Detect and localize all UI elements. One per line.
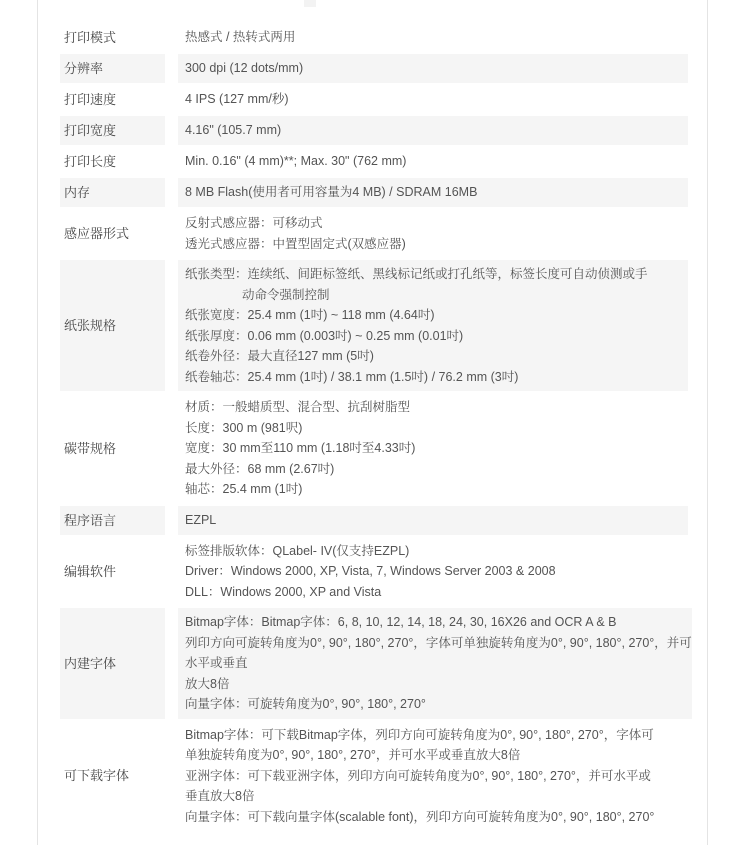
spec-value (178, 721, 688, 834)
spec-value-line: EZPL (185, 512, 217, 527)
spec-row (60, 209, 688, 260)
spec-value-line: 反射式感应器：可移动式 (185, 216, 323, 230)
spec-value-line: 纸张宽度：25.4 mm (1吋) ~ 118 mm (4.64吋) (185, 308, 435, 322)
spec-value (178, 260, 688, 393)
spec-value-line: 向量字体：可下载向量字体(scalable font)，列印方向可旋转角度为0°, 90°, 180°, 270° (185, 809, 655, 824)
spec-value-line: 放大8倍 (185, 676, 230, 691)
spec-row (60, 506, 688, 537)
spec-value-line: 材质：一般蜡质型、混合型、抗刮树脂型 (185, 400, 411, 414)
spec-value-line: 透光式感应器：中置型固定式(双感应器) (185, 236, 406, 251)
spec-row (60, 393, 688, 506)
spec-value-line: 轴芯：25.4 mm (1吋) (185, 482, 303, 496)
spec-label: 感应器形式 (60, 209, 165, 260)
spec-label: 打印速度 (60, 85, 165, 116)
spec-label: 分辨率 (60, 54, 165, 85)
spec-value-line: 纸张厚度：0.06 mm (0.003吋) ~ 0.25 mm (0.01吋) (185, 328, 464, 343)
spec-value-line: Min. 0.16" (4 mm)**; Max. 30" (762 mm) (185, 154, 407, 168)
spec-row (60, 537, 688, 609)
spec-label: 打印长度 (60, 147, 165, 178)
spec-label: 程序语言 (60, 506, 165, 537)
spec-value-line: 长度：300 m (981呎) (185, 420, 303, 435)
page-border-right (707, 0, 708, 845)
spec-value (178, 116, 688, 147)
spec-label: 可下载字体 (60, 721, 165, 834)
spec-label: 内建字体 (60, 608, 165, 721)
spec-value-line: 亚洲字体：可下载亚洲字体，列印方向可旋转角度为0°, 90°, 180°, 270°，并可水平或 (185, 768, 651, 783)
spec-value-line: 热感式 / 热转式两用 (185, 30, 296, 44)
page-border-left (37, 0, 38, 845)
spec-label: 内存 (60, 178, 165, 209)
spec-row (60, 147, 688, 178)
spec-value-line: 纸卷轴芯：25.4 mm (1吋) / 38.1 mm (1.5吋) / 76.2 mm (3吋) (185, 369, 519, 384)
spec-value-line: 单独旋转角度为0°, 90°, 180°, 270°，并可水平或垂直放大8倍 (185, 748, 521, 762)
cropped-header-artifact (304, 0, 316, 7)
spec-label: 碳带规格 (60, 393, 165, 506)
spec-label: 纸张规格 (60, 260, 165, 393)
spec-row (60, 608, 692, 721)
spec-label: 编辑软件 (60, 537, 165, 609)
spec-value-line: 4 IPS (127 mm/秒) (185, 92, 289, 106)
spec-row (60, 721, 688, 834)
spec-row (60, 85, 688, 116)
spec-table (60, 23, 692, 833)
spec-value-line: 向量字体：可旋转角度为0°, 90°, 180°, 270° (185, 697, 426, 711)
spec-value (178, 506, 688, 537)
spec-value-line: 最大外径：68 mm (2.67吋) (185, 461, 335, 476)
spec-value (178, 209, 688, 260)
spec-value-line: Bitmap字体：Bitmap字体：6, 8, 10, 12, 14, 18, 24, 30, 16X26 and OCR A & B (185, 615, 617, 629)
spec-value-line: 垂直放大8倍 (185, 789, 255, 803)
spec-value-line: Bitmap字体：可下载Bitmap字体，列印方向可旋转角度为0°, 90°, 180°, 270°，字体可 (185, 727, 654, 742)
spec-value-line: 标签排版软体：QLabel- IV(仅支持EZPL) (185, 543, 410, 558)
spec-value-line: 4.16" (105.7 mm) (185, 123, 282, 137)
spec-value (178, 54, 688, 85)
spec-value (178, 393, 688, 506)
spec-value-line: 8 MB Flash(使用者可用容量为4 MB) / SDRAM 16MB (185, 185, 478, 199)
spec-row (60, 260, 688, 393)
spec-value-line: Driver：Windows 2000, XP, Vista, 7, Windows Server 2003 & 2008 (185, 564, 556, 578)
spec-row (60, 116, 688, 147)
spec-label: 打印宽度 (60, 116, 165, 147)
spec-value-line: DLL：Windows 2000, XP and Vista (185, 584, 382, 599)
spec-value-line: 列印方向可旋转角度为0°, 90°, 180°, 270°，字体可单独旋转角度为0°, 90°, 180°, 270°，并可 (185, 635, 692, 650)
spec-value (178, 23, 688, 54)
spec-value (178, 178, 688, 209)
spec-label: 打印模式 (60, 23, 165, 54)
spec-value-line: 动命令强制控制 (242, 287, 330, 302)
spec-value-line: 宽度：30 mm至110 mm (1.18吋至4.33吋) (185, 441, 416, 455)
spec-row (60, 23, 688, 54)
spec-value (178, 85, 688, 116)
spec-value-line: 水平或垂直 (185, 656, 248, 670)
spec-value-line: 300 dpi (12 dots/mm) (185, 61, 304, 75)
spec-row (60, 178, 688, 209)
spec-value (178, 147, 688, 178)
spec-value-line: 纸卷外径：最大直径127 mm (5吋) (185, 349, 374, 363)
spec-value (178, 537, 688, 609)
spec-row (60, 54, 688, 85)
spec-value-line: 纸张类型：连续纸、间距标签纸、黑线标记纸或打孔纸等，标签长度可自动侦测或手 (185, 267, 648, 281)
spec-value (178, 608, 692, 721)
